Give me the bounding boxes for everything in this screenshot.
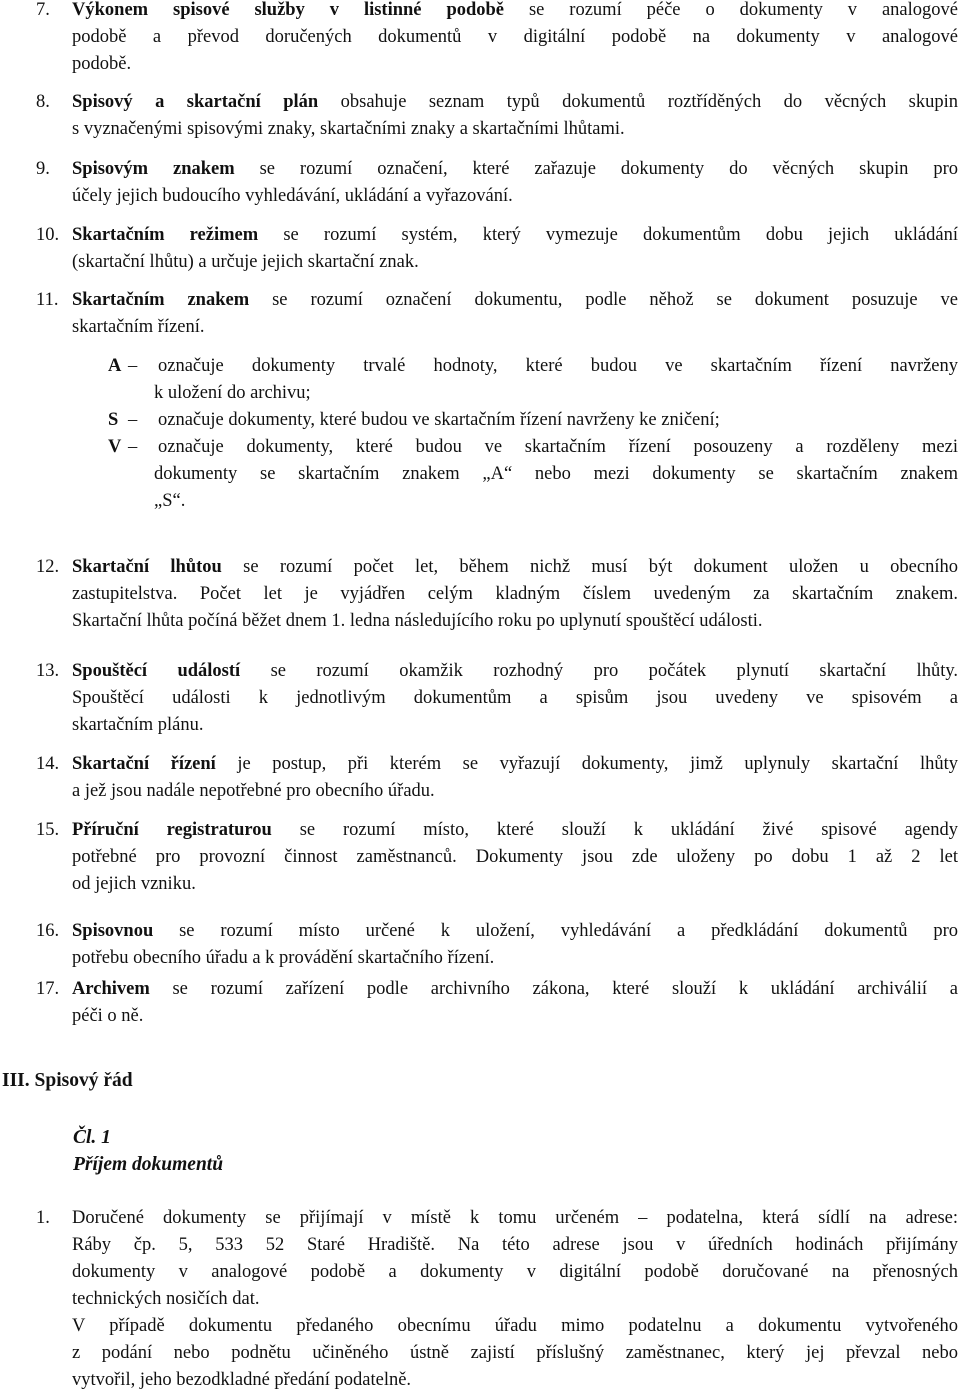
article-title: Příjem dokumentů bbox=[73, 1154, 224, 1175]
item-number: 12. bbox=[36, 557, 60, 577]
item-number: 9. bbox=[36, 159, 50, 179]
list-item: 11. Skartačním znakem se rozumí označení dokumentu, podle něhož se dokument posuzuje ve skartačním řízení. bbox=[36, 287, 958, 341]
item-number: 14. bbox=[36, 754, 60, 774]
list-item: 9. Spisovým znakem se rozumí označení, které zařazuje dokumenty do věcných skupin pro účely jejich budoucího vyhledávání, ukládání a vyřazování. bbox=[36, 156, 958, 210]
item-number: 1. bbox=[36, 1208, 50, 1228]
term: Spisovým znakem bbox=[72, 159, 235, 179]
term: Příruční registraturou bbox=[72, 820, 272, 840]
paragraph: 1. Doručené dokumenty se přijímají v místě k tomu určeném – podatelna, která sídlí na adrese: Ráby čp. 5, 533 52 Staré Hradiště. Na této adrese jsou v úředních hodinách přijímány dokumenty v analogové podobě a dokumenty v digitální podobě doručované na přenosných technických nosičích dat. V případě dokumentu předaného obecnímu úřadu mimo podatelnu a dokumentu vytvořeného z podání nebo podnětu učiněného ústně zajistí příslušný zaměstnanec, který jej převzal nebo vytvořil, jeho bezodkladné předání podatelně. bbox=[36, 1205, 958, 1394]
item-number: 7. bbox=[36, 0, 50, 20]
term: Spouštěcí událostí bbox=[72, 661, 241, 681]
list-item: 12. Skartační lhůtou se rozumí počet let, během nichž musí být dokument uložen u obecního zastupitelstva. Počet let je vyjádřen celým kladným číslem uvedeným za skartačním znakem. Skartační lhůta počíná běžet dnem 1. ledna následujícího roku po uplynutí spouštěcí události. bbox=[36, 554, 958, 635]
term: Skartační lhůtou bbox=[72, 557, 222, 577]
item-number: 16. bbox=[36, 921, 60, 941]
term: Spisovnou bbox=[72, 921, 154, 941]
item-number: 11. bbox=[36, 290, 59, 310]
term: Skartační řízení bbox=[72, 754, 216, 774]
list-item: 10. Skartačním režimem se rozumí systém, který vymezuje dokumentům dobu jejich ukládání (skartační lhůtu) a určuje jejich skartační znak. bbox=[36, 222, 958, 276]
list-item: 17. Archivem se rozumí zařízení podle archivního zákona, které slouží k ukládání archiválií a péči o ně. bbox=[36, 976, 958, 1030]
term: Archivem bbox=[72, 979, 150, 999]
list-item: 7. Výkonem spisové služby v listinné podobě se rozumí péče o dokumenty v analogové podobě a převod doručených dokumentů v digitální podobě na dokumenty v analogové podobě. bbox=[36, 0, 958, 78]
article-heading bbox=[73, 1124, 223, 1178]
term: Spisový a skartační plán bbox=[72, 92, 319, 112]
item-number: 8. bbox=[36, 92, 50, 112]
article-number: Čl. 1 bbox=[73, 1127, 111, 1148]
term: Skartačním režimem bbox=[72, 225, 259, 245]
term: Skartačním znakem bbox=[72, 290, 250, 310]
shred-sign: S bbox=[108, 410, 119, 430]
item-number: 13. bbox=[36, 661, 60, 681]
item-number: 10. bbox=[36, 225, 60, 245]
list-item: 8. Spisový a skartační plán obsahuje seznam typů dokumentů roztříděných do věcných skupin s vyznačenými spisovými znaky, skartačními znaky a skartačními lhůtami. bbox=[36, 89, 958, 143]
definition-a: A – označuje dokumenty trvalé hodnoty, které budou ve skartačním řízení navrženy k uložení do archivu; bbox=[108, 353, 958, 407]
list-item: 16. Spisovnou se rozumí místo určené k uložení, vyhledávání a předkládání dokumentů pro potřebu obecního úřadu a k provádění skartačního řízení. bbox=[36, 918, 958, 972]
list-item: 14. Skartační řízení je postup, při kterém se vyřazují dokumenty, jimž uplynuly skartační lhůty a jež jsou nadále nepotřebné pro obecního úřadu. bbox=[36, 751, 958, 805]
definition-s: S – označuje dokumenty, které budou ve skartačním řízení navrženy ke zničení; bbox=[108, 407, 958, 434]
term: Výkonem spisové služby v listinné podobě bbox=[72, 0, 505, 20]
shred-sign: A bbox=[108, 356, 122, 376]
definition-v: V – označuje dokumenty, které budou ve skartačním řízení posouzeny a rozděleny mezi dokumenty se skartačním znakem „A“ nebo mezi dokumenty se skartačním znakem „S“. bbox=[108, 434, 958, 515]
item-number: 15. bbox=[36, 820, 60, 840]
section-heading: III. Spisový řád bbox=[2, 1070, 133, 1091]
list-item: 15. Příruční registraturou se rozumí místo, které slouží k ukládání živé spisové agendy potřebné pro provozní činnost zaměstnanců. Dokumenty jsou zde uloženy po dobu 1 až 2 let od jejich vzniku. bbox=[36, 817, 958, 898]
item-number: 17. bbox=[36, 979, 60, 999]
list-item: 13. Spouštěcí událostí se rozumí okamžik rozhodný pro počátek plynutí skartační lhůty. Spouštěcí události k jednotlivým dokumentům a spisům jsou uvedeny ve spisovém a skartačním plánu. bbox=[36, 658, 958, 739]
shred-sign: V bbox=[108, 437, 122, 457]
